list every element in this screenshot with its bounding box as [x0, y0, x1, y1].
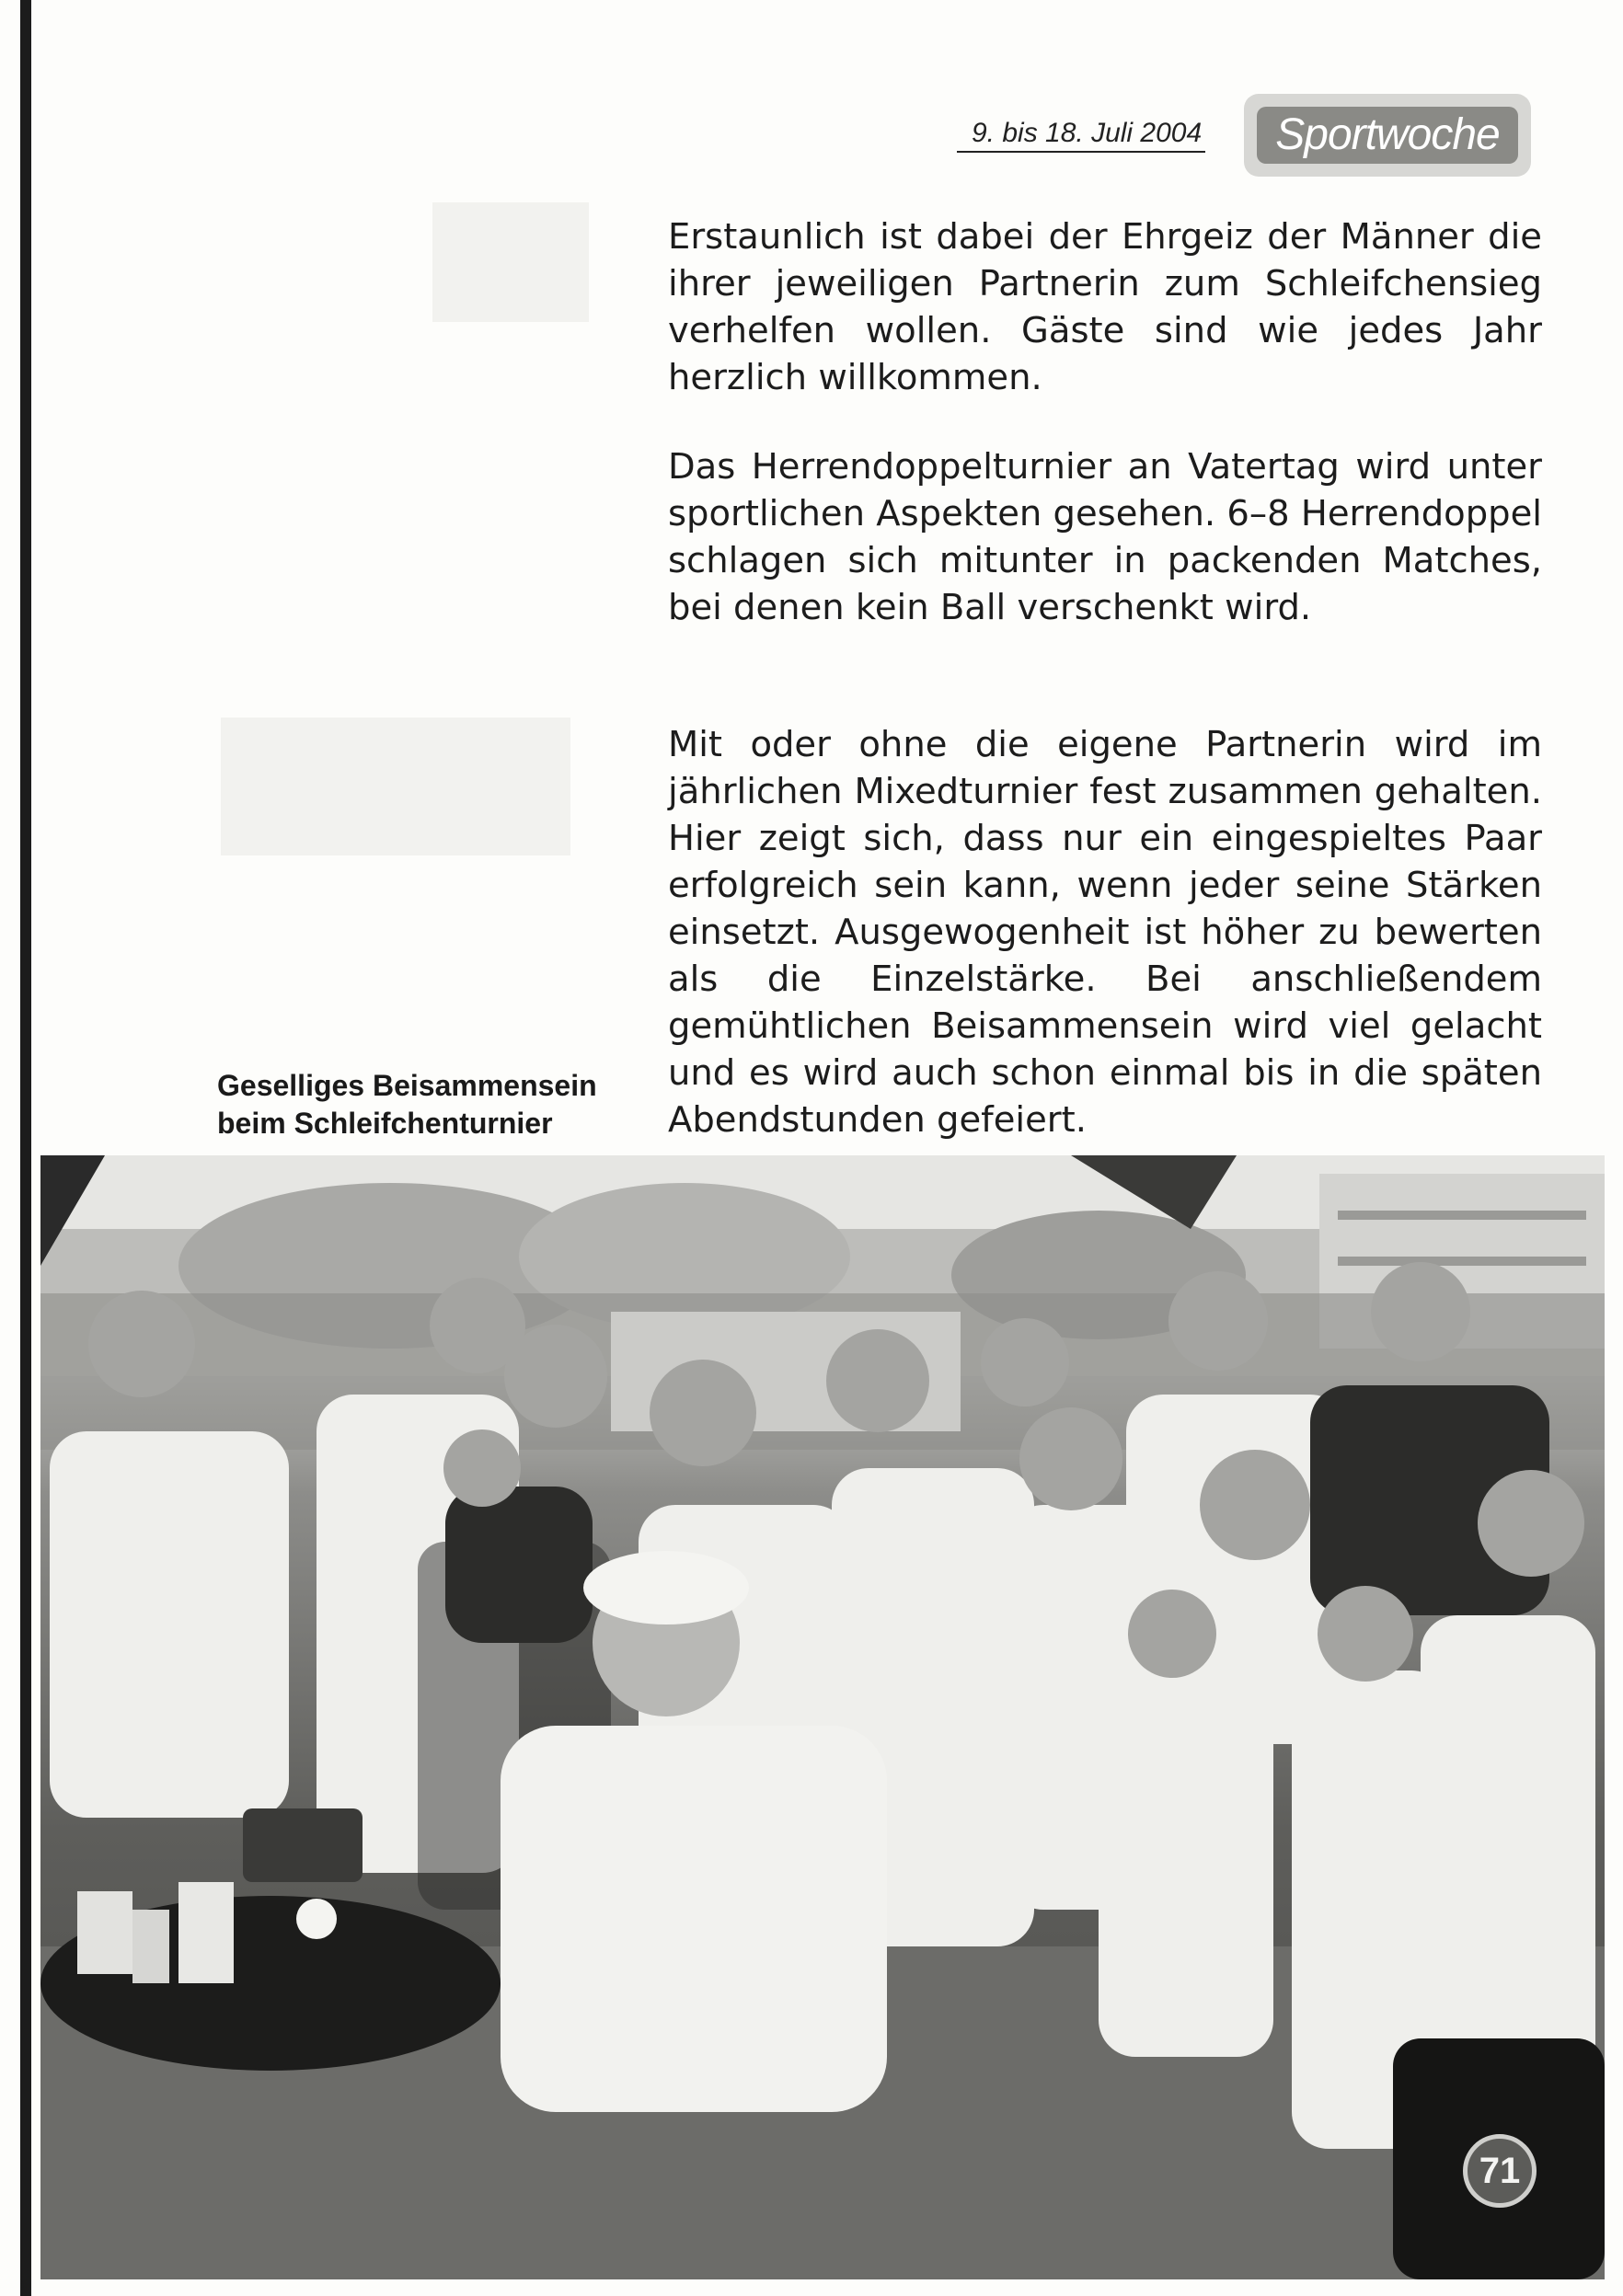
caption-line: beim Schleifchenturnier [217, 1107, 553, 1140]
photo-caption [217, 1067, 613, 1142]
group-photo [40, 1155, 1605, 2279]
caption-line: Geselliges Beisammensein [217, 1069, 597, 1102]
show-through-shadow [221, 718, 570, 855]
article-paragraph: Das Herrendoppelturnier an Vatertag wird unter sportlichen Aspekten gesehen. 6–8 Herrendoppel schlagen sich mitunter in packenden Matches, bei denen kein Ball verschenkt wird. [668, 446, 1542, 628]
sportwoche-logo: Sportwoche [1257, 107, 1518, 164]
header-date: 9. bis 18. Juli 2004 [957, 118, 1205, 153]
page-number: 71 [1463, 2134, 1537, 2208]
sportwoche-badge [1244, 94, 1531, 177]
show-through-shadow [432, 202, 589, 322]
article-paragraph: Mit oder ohne die eigene Partnerin wird im jährlichen Mixedturnier fest zusammen gehalten. Hier zeigt sich, dass nur ein eingespieltes Paar erfolgreich sein kann, wenn jeder seine Stärken einsetzt. Ausgewogenheit ist höher zu bewerten als die Einzelstärke. Bei anschließendem gemühtlichen Beisammensein wird viel gelacht und es wird auch schon einmal bis in die späten Abendstunden gefeiert. [668, 724, 1542, 1141]
article-paragraph: Erstaunlich ist dabei der Ehrgeiz der Männer die ihrer jeweiligen Partnerin zum Schleifchensieg verhelfen wollen. Gäste sind wie jedes Jahr herzlich willkommen. [668, 216, 1542, 398]
binding-edge [20, 0, 31, 2296]
group-photo-illustration [40, 1155, 1605, 2279]
